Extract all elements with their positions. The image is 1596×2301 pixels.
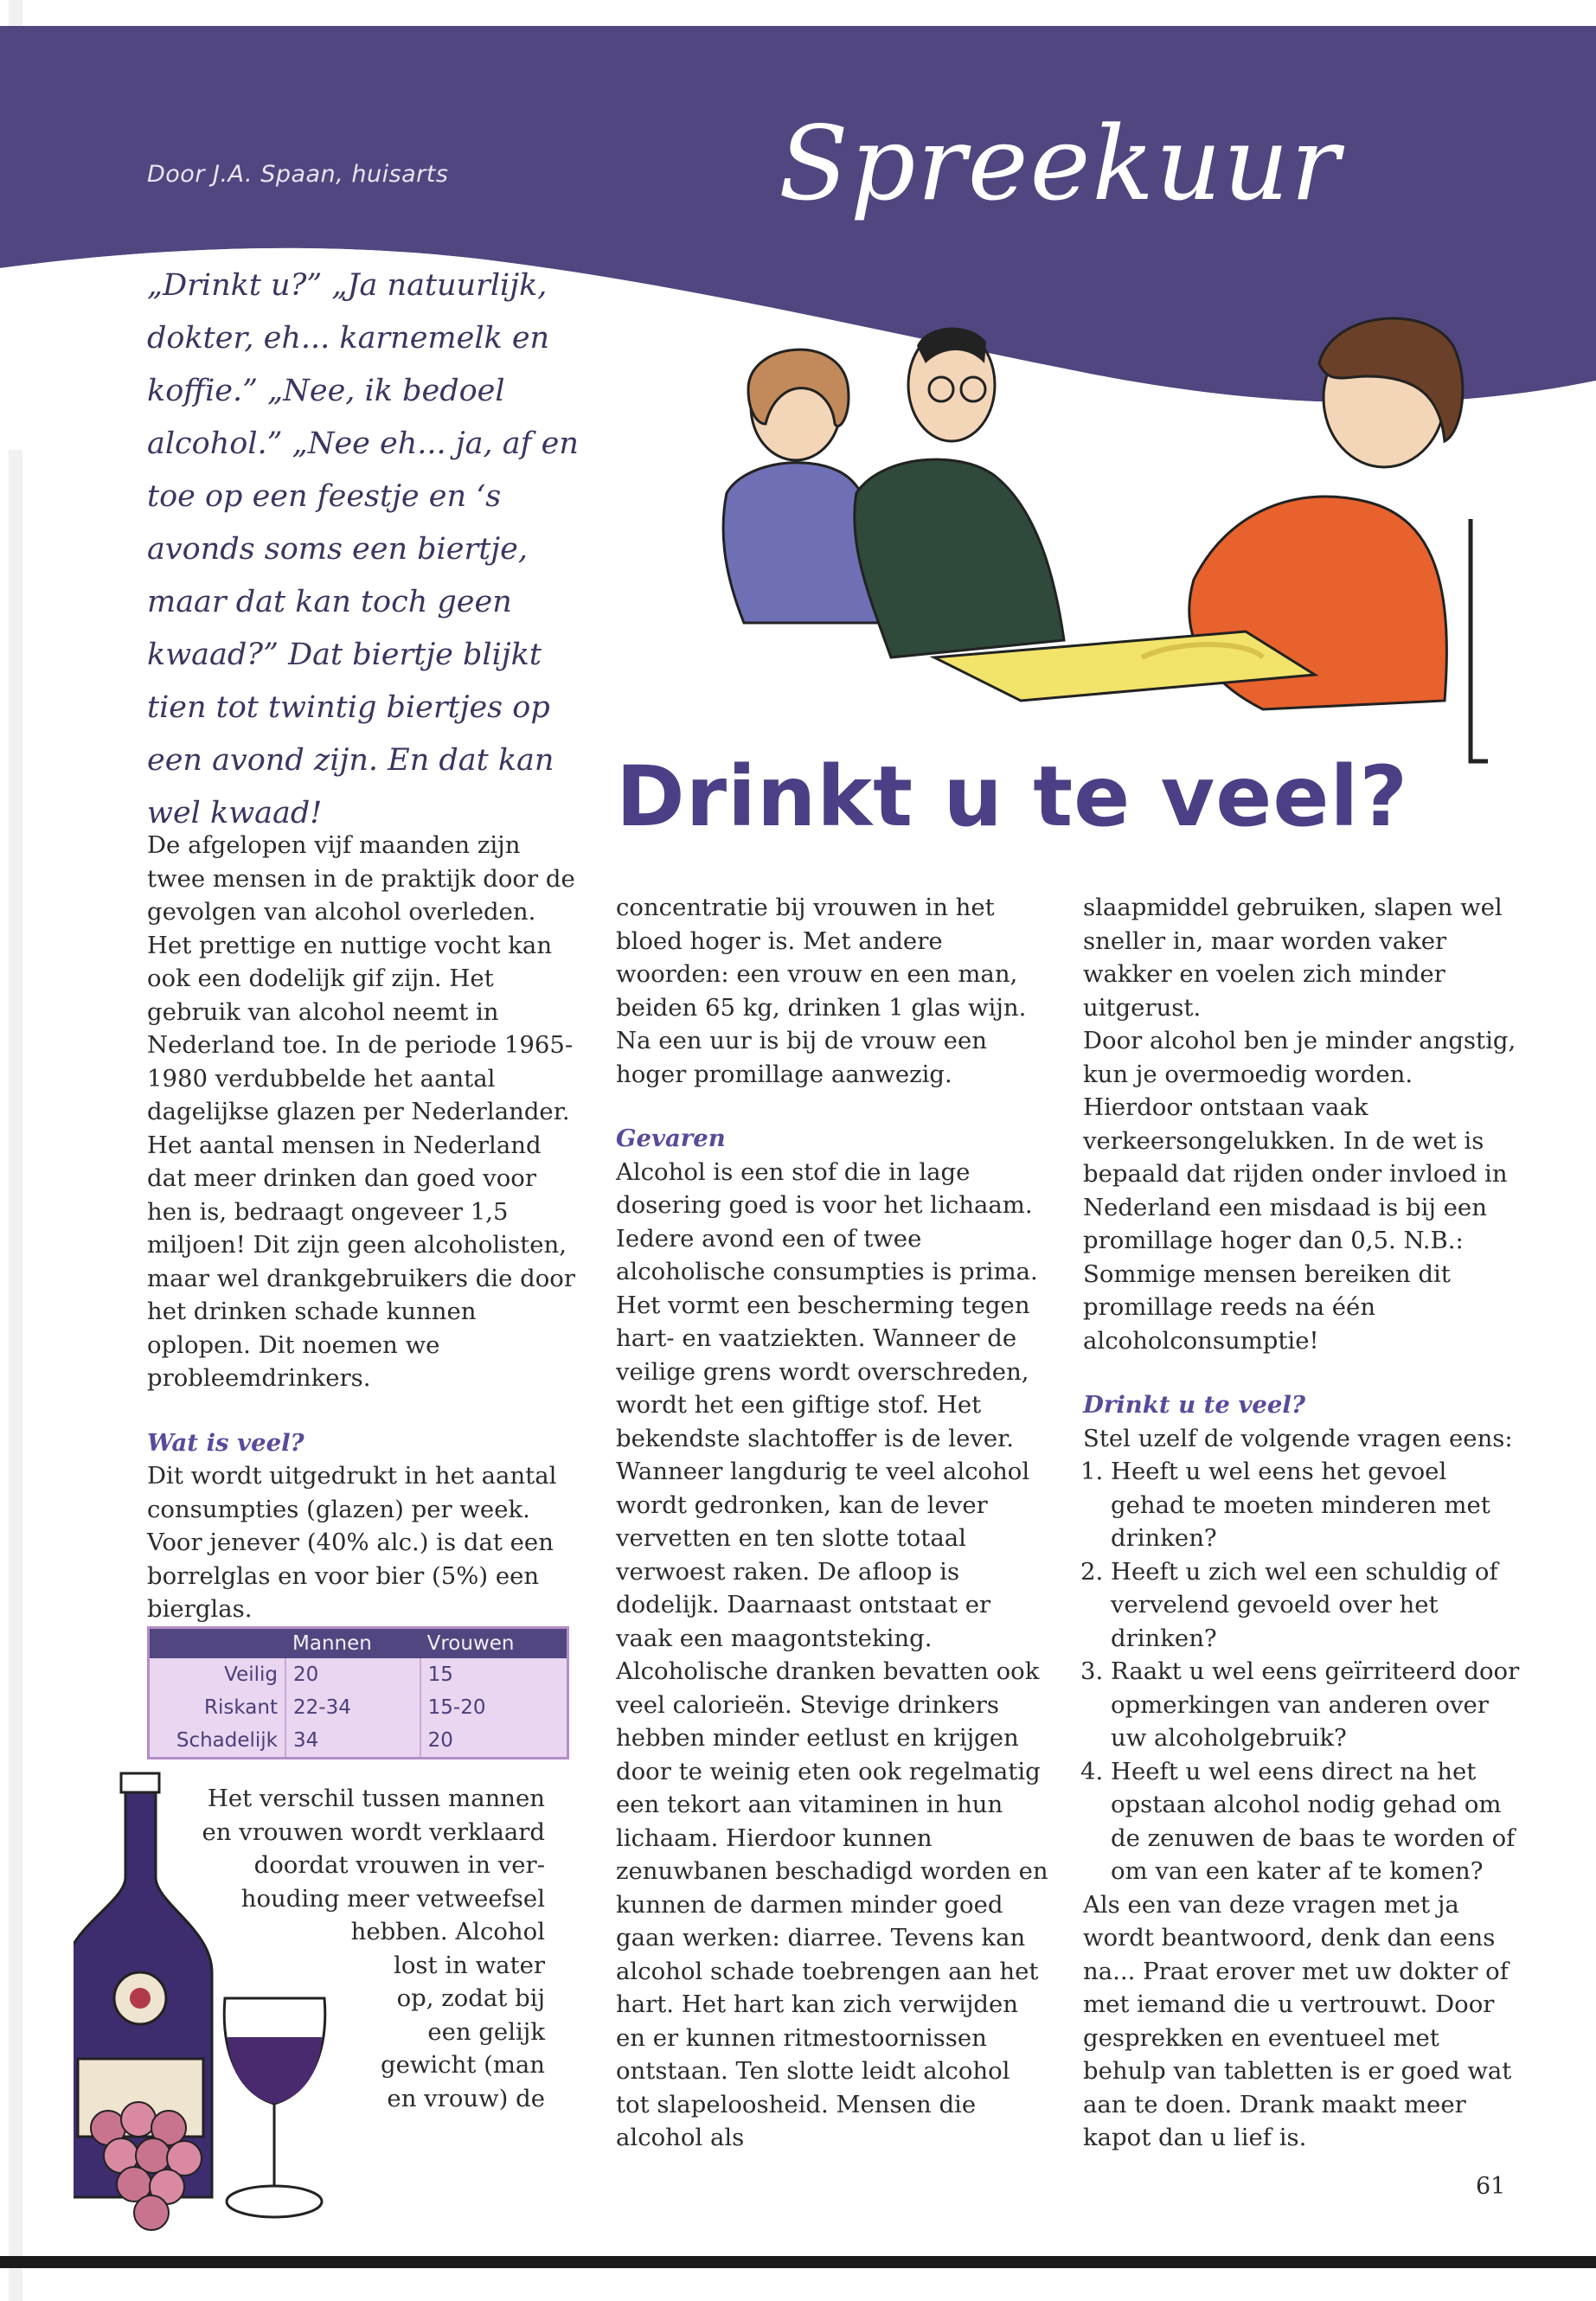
consumption-table: [147, 1626, 569, 1759]
section-title: Spreekuur: [779, 104, 1342, 223]
table-header-mannen: Mannen: [285, 1628, 420, 1659]
body-paragraph: concentratie bij vrouwen in het bloed hoger is. Met andere woorden: een vrouw en een man, beiden 65 kg, drinken 1 glas wijn. Na een uur is bij de vrouw een hoger promillage aanwezig.: [616, 894, 1027, 1088]
body-paragraph: Alcoholische dranken bevatten ook veel calorieën. Stevige drinkers hebben minder eetlust en krijgen door te weinig eten ook regelmatig een tekort aan vitaminen in hun lichaam. Hierdoor kunnen zenuwbanen beschadigd worden en kunnen de darmen minder goed gaan werken: diarree. Tevens kan alcohol schade toebrengen aan het hart. Het hart kan zich verwijden en er kunnen ritmestoornissen ontstaan. Ten slotte leidt alcohol tot slapeloosheid. Mensen die alcohol als: [616, 1657, 1048, 2151]
side-note-line: op, zodat bij: [396, 1984, 545, 2012]
table-cell: 22-34: [285, 1691, 420, 1724]
list-item: 3. Raakt u wel eens geïrriteerd door opmerkingen van anderen over uw alcoholgebruik?: [1111, 1655, 1520, 1755]
table-cell: 34: [285, 1724, 420, 1759]
body-paragraph: Als een van deze vragen met ja wordt beantwoord, denk dan eens na... Praat erover met uw dokter of met iemand die u vertrouwt. Door gesprekken en eventueel met behulp van tabletten is er goed wat aan te doen. Drank maakt meer kapot dan u lief is.: [1083, 1890, 1512, 2151]
side-note-line: en vrouw) de: [387, 2084, 545, 2112]
table-row: [149, 1658, 568, 1691]
patient-man: [855, 328, 1064, 657]
article-column-2: [616, 891, 1048, 2155]
table-header-blank: [149, 1628, 286, 1659]
side-note-line: Het verschil tussen mannen: [207, 1785, 545, 1812]
list-item: 1. Heeft u wel eens het gevoel gehad te moeten minderen met drinken?: [1111, 1455, 1520, 1555]
page-number: 61: [1476, 2173, 1506, 2200]
body-paragraph: De afgelopen vijf maanden zijn twee mensen in de praktijk door de gevolgen van alcohol overleden. Het prettige en nuttige vocht kan ook een dodelijk gif zijn. Het gebruik van alcohol neemt in Nederland toe. In de periode 1965-1980 verdubbelde het aantal dagelijkse glazen per Nederlander. Het aantal mensen in Nederland dat meer drinken dan goed voor hen is, bedraagt ongeveer 1,5 miljoen! Dit zijn geen alcoholisten, maar wel drankgebruikers die door het drinken schade kunnen oplopen. Dit noemen we probleemdrinkers.: [147, 831, 575, 1392]
table-cell: 15: [420, 1658, 568, 1691]
byline: Door J.A. Spaan, huisarts: [147, 161, 449, 188]
subhead-drinkt-u-te-veel: Drinkt u te veel?: [1083, 1391, 1305, 1419]
table-row: [149, 1691, 568, 1724]
article-column-3: [1083, 891, 1520, 2155]
side-note-line: en vrouwen wordt verklaard: [202, 1817, 545, 1846]
patient-woman: [723, 349, 879, 623]
side-note-line: een gelijk: [427, 2017, 545, 2046]
table-cell: 20: [420, 1724, 568, 1759]
intro-quote: „Drinkt u?” „Ja natuurlijk, dokter, eh... karnemelk en koffie.” „Nee, ik bedoel alcohol.” „Nee eh... ja, af en toe op een feestje en ‘s avonds soms een biertje, maar dat kan toch geen kwaad?” Dat biertje blijkt tien tot twintig biertjes op een avond zijn. En dat kan wel kwaad!: [147, 268, 579, 830]
table-cell: 15-20: [420, 1691, 568, 1724]
bottom-rule: [0, 2256, 1596, 2268]
question-list: [1083, 1455, 1520, 1888]
table-row-label: Schadelijk: [149, 1724, 286, 1759]
body-paragraph: Door alcohol ben je minder angstig, kun je overmoedig worden. Hierdoor ontstaan vaak verkeersongelukken. In de wet is bepaald dat rijden onder invloed in Nederland een misdaad is bij een promillage hoger dan 0,5. N.B.: Sommige mensen bereiken dit promillage reeds na één alcoholconsumptie!: [1083, 1027, 1516, 1355]
table-row: [149, 1724, 568, 1759]
side-note-text: [199, 1782, 545, 2115]
article-column-1: [147, 829, 580, 1626]
grapes: [91, 2102, 202, 2230]
side-note-line: hebben. Alcohol: [350, 1918, 545, 1945]
side-note-line: lost in water: [394, 1951, 545, 1979]
body-paragraph: Alcohol is een stof die in lage dosering goed is voor het lichaam. Iedere avond een of twee alcoholische consumpties is prima. Het vormt een bescherming tegen hart- en vaatziekten. Wanneer de veilige grens wordt overschreden, wordt het een giftige stof. Het bekendste slachtoffer is de lever. Wanneer langdurig te veel alcohol wordt gedronken, kan de lever vervetten en ten slotte totaal verwoest raken. De afloop is dodelijk. Daarnaast ontstaat er vaak een maagontsteking.: [616, 1157, 1038, 1652]
consultation-illustration: [709, 294, 1557, 813]
list-item: 2. Heeft u zich wel een schuldig of vervelend gevoeld over het drinken?: [1111, 1555, 1520, 1656]
side-note-line: houding meer vetweefsel: [240, 1884, 545, 1913]
body-paragraph: slaapmiddel gebruiken, slapen wel sneller in, maar worden vaker wakker en voelen zich minder uitgerust.: [1083, 894, 1503, 1022]
body-paragraph: Dit wordt uitgedrukt in het aantal consumpties (glazen) per week. Voor jenever (40% alc.) is dat een borrelglas en voor bier (5%) een bierglas.: [147, 1462, 557, 1623]
side-note-line: doordat vrouwen in ver-: [253, 1851, 545, 1879]
table-header-row: [149, 1628, 568, 1659]
list-item: 4. Heeft u wel eens direct na het opstaan alcohol nodig gehad om de zenuwen de baas te worden of om van een kater af te komen?: [1111, 1755, 1520, 1888]
table-row-label: Veilig: [149, 1658, 286, 1691]
doctor: [1189, 318, 1488, 761]
table-header-vrouwen: Vrouwen: [420, 1628, 568, 1659]
article-headline: Drinkt u te veel?: [616, 748, 1409, 845]
subhead-gevaren: Gevaren: [616, 1125, 726, 1152]
table-cell: 20: [285, 1658, 420, 1691]
subhead-wat-is-veel: Wat is veel?: [147, 1428, 304, 1457]
side-note-line: gewicht (man: [380, 2051, 545, 2079]
table-row-label: Riskant: [149, 1691, 286, 1724]
body-paragraph: Stel uzelf de volgende vragen eens:: [1083, 1424, 1513, 1452]
